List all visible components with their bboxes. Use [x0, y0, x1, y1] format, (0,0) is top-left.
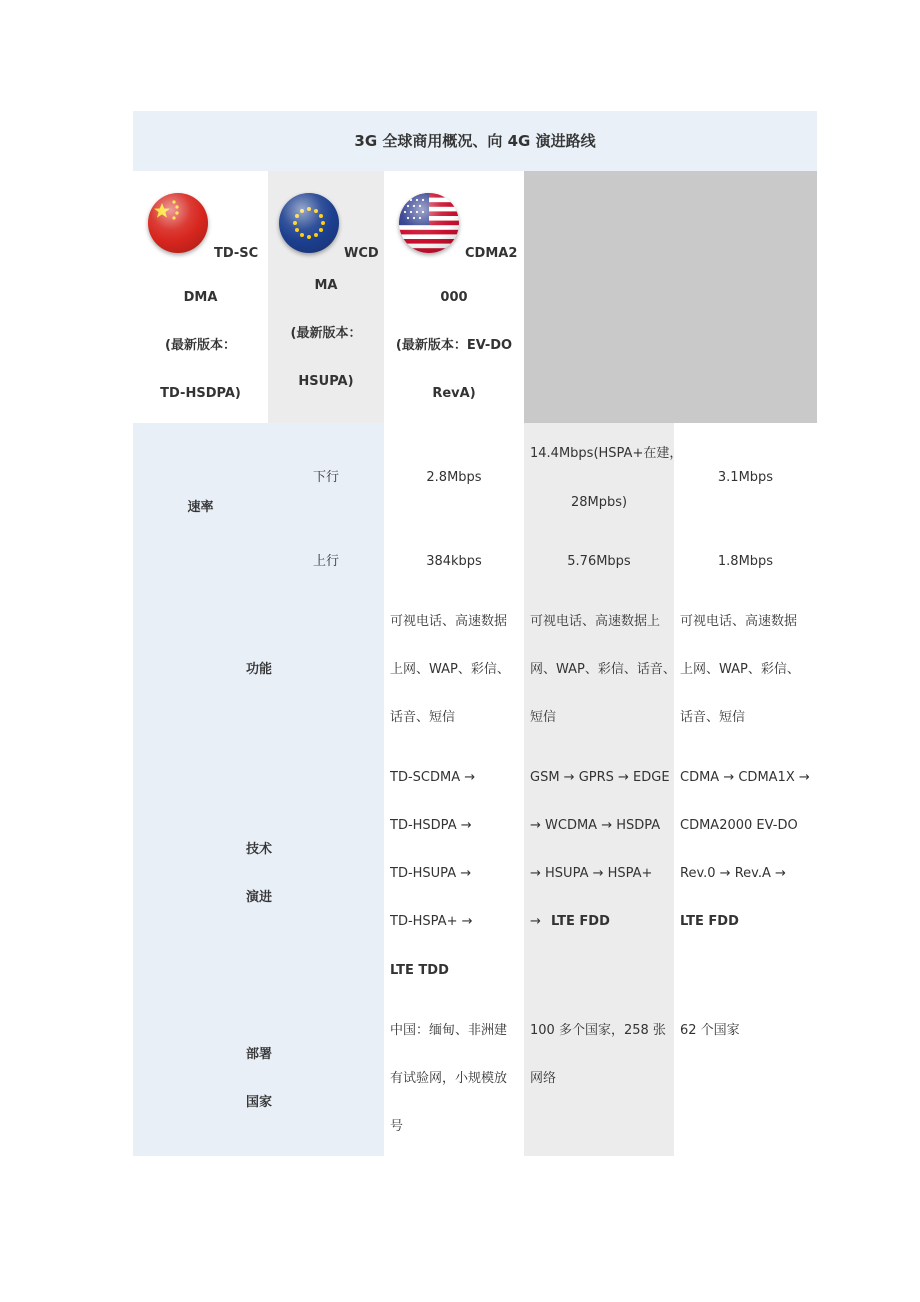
downlink-value: 2.8Mbps: [426, 470, 482, 485]
standard-name-part: CDMA2: [465, 246, 518, 261]
us-flag-icon: [399, 193, 459, 253]
function-label: 功能: [246, 662, 273, 677]
header-cell-empty-1: [524, 171, 674, 423]
downlink-value: 28Mpbs): [570, 495, 628, 510]
evolution-target: LTE TDD: [390, 963, 449, 978]
evolution-step: → WCDMA → HSDPA: [530, 818, 661, 833]
evolution-target: LTE FDD: [551, 914, 610, 929]
function-text: 可视电话、高速数据: [680, 614, 798, 629]
uplink-value: 1.8Mbps: [717, 554, 774, 569]
evolution-label: 技术: [246, 842, 273, 857]
function-text: 上网、WAP、彩信、: [390, 662, 510, 677]
downlink-value: 3.1Mbps: [717, 470, 774, 485]
eu-flag-icon: [279, 193, 339, 253]
function-text: 上网、WAP、彩信、: [680, 662, 800, 677]
function-text: 可视电话、高速数据: [390, 614, 508, 629]
deployment-text: 62 个国家: [680, 1023, 740, 1038]
header-cell-empty-2: [674, 171, 817, 423]
evolution-step: TD-HSPA+ →: [390, 914, 473, 929]
deployment-text: 100 多个国家，258 张: [530, 1023, 666, 1038]
rate-label: 速率: [187, 500, 214, 515]
downlink-label: 下行: [312, 470, 339, 485]
deployment-text: 中国：缅甸、非洲建: [390, 1023, 508, 1038]
standard-version: TD-HSDPA): [160, 386, 241, 401]
uplink-value: 5.76Mbps: [567, 554, 631, 569]
function-text: 可视电话、高速数据上: [530, 614, 661, 629]
standard-version: (最新版本：: [165, 338, 236, 353]
uplink-label: 上行: [312, 554, 339, 569]
standard-version: RevA): [432, 386, 476, 401]
evolution-step: TD-SCDMA →: [390, 770, 476, 785]
standard-version: (最新版本：: [290, 326, 362, 341]
evolution-step: Rev.0 → Rev.A →: [680, 866, 786, 881]
deployment-label: 国家: [246, 1095, 273, 1110]
function-text: 话音、短信: [390, 710, 456, 725]
function-text: 网、WAP、彩信、话音、: [530, 662, 676, 677]
evolution-target: LTE FDD: [680, 914, 739, 929]
evolution-step: →: [530, 914, 541, 929]
evolution-label: 演进: [246, 890, 273, 905]
standard-name-part: MA: [314, 278, 338, 293]
evolution-step: CDMA2000 EV-DO: [680, 818, 798, 833]
downlink-value: 14.4Mbps(HSPA+在建，: [530, 446, 683, 461]
page-title: 3G 全球商用概况、向 4G 演进路线: [354, 132, 596, 150]
standard-name-part: WCD: [344, 246, 379, 261]
deployment-text: 有试验网，小规模放: [390, 1071, 508, 1086]
evolution-wcdma-cell: [524, 760, 674, 990]
evolution-step: TD-HSUPA →: [390, 866, 472, 881]
evolution-step: CDMA → CDMA1X →: [680, 770, 810, 785]
standard-name-part: 000: [440, 290, 468, 305]
uplink-value: 384kbps: [426, 554, 482, 569]
standard-name-part: DMA: [183, 290, 218, 305]
standard-version: (最新版本：EV-DO: [395, 338, 513, 353]
function-text: 话音、短信: [680, 710, 746, 725]
evolution-step: TD-HSDPA →: [390, 818, 472, 833]
evolution-step: GSM → GPRS → EDGE: [530, 770, 670, 785]
standard-version: HSUPA): [298, 374, 354, 389]
standard-name-part: TD-SC: [214, 246, 259, 261]
deployment-text: 网络: [530, 1071, 557, 1086]
deployment-text: 号: [390, 1119, 404, 1134]
function-text: 短信: [530, 710, 557, 725]
evolution-step: → HSUPA → HSPA+: [530, 866, 653, 881]
china-flag-icon: [148, 193, 208, 253]
deployment-label: 部署: [246, 1047, 273, 1062]
